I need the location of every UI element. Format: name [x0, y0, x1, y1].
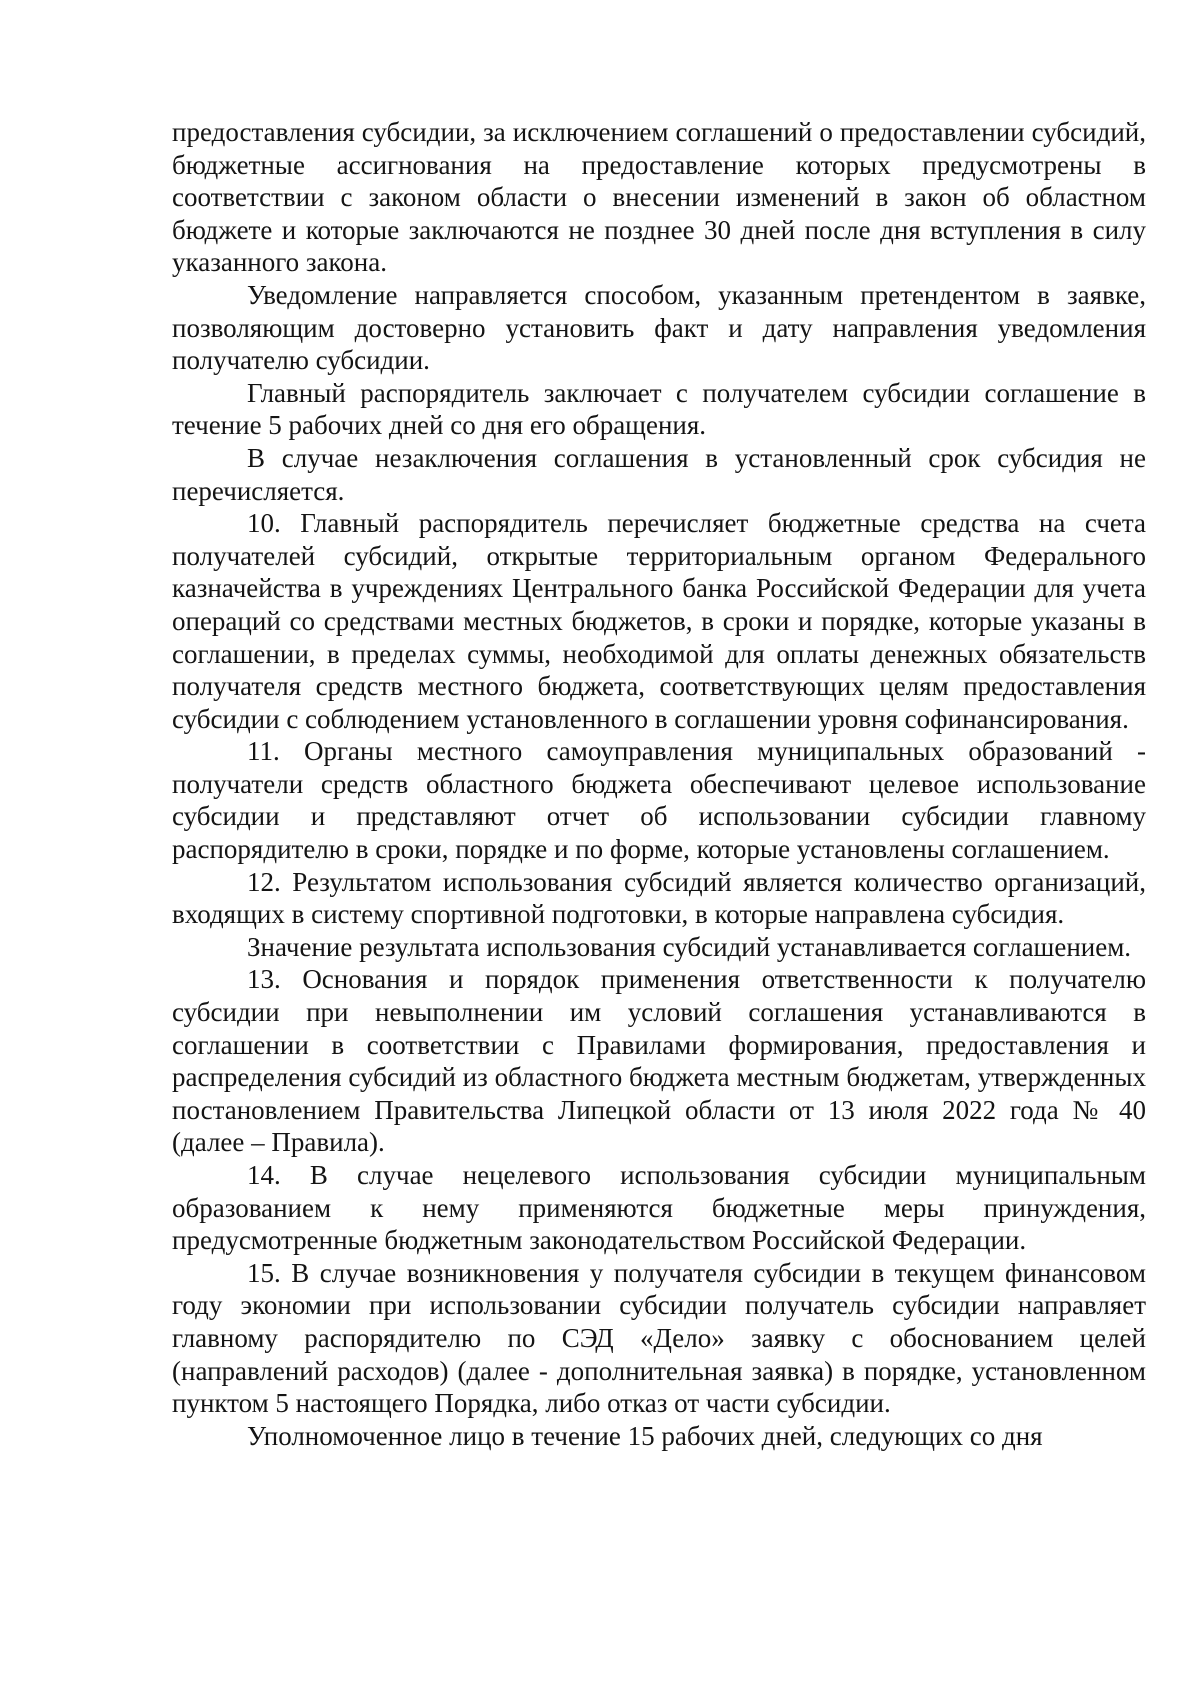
paragraph-result-value: Значение результата использования субсидий устанавливается соглашением. — [247, 931, 1132, 962]
paragraph-subsidy-agreements: предоставления субсидии, за исключением соглашений о предоставлении субсидий, бюджетные ассигнования на предоставление которых предусмотрены в соответствии с законом области о внесении изменений в закон об областном бюджете и которые заключаются не позднее 30 дней после дня вступления в силу указанного закона. — [172, 117, 1146, 278]
paragraph-item-13: 13. Основания и порядок применения ответственности к получателю субсидии при невыполнении им условий соглашения устанавливаются в соглашении в соответствии с Правилами формирования, предоставления и распределения субсидий из областного бюджета местным бюджетам, утвержденных постановлением Правительства Липецкой области от 13 июля 2022 года № 40 (далее – Правила). — [172, 964, 1146, 1158]
paragraph-agreement-conclusion: Главный распорядитель заключает с получателем субсидии соглашение в течение 5 рабочих дней со дня его обращения. — [172, 377, 1146, 441]
paragraph-item-11: 11. Органы местного самоуправления муниципальных образований - получатели средств областного бюджета обеспечивают целевое использование субсидии и представляют отчет об использовании субсидии главному распорядителю в сроки, порядке и по форме, которые установлены соглашением. — [172, 736, 1146, 865]
paragraph-item-14: 14. В случае нецелевого использования субсидии муниципальным образованием к нему применяются бюджетные меры принуждения, предусмотренные бюджетным законодательством Российской Федерации. — [172, 1160, 1146, 1256]
paragraph-authorized-person: Уполномоченное лицо в течение 15 рабочих дней, следующих со дня — [247, 1420, 1043, 1451]
paragraph-item-15: 15. В случае возникновения у получателя субсидии в текущем финансовом году экономии при использовании субсидии получатель субсидии направляет главному распорядителю по СЭД «Дело» заявку с обоснованием целей (направлений расходов) (далее - дополнительная заявка) в порядке, установленном пунктом 5 настоящего Порядка, либо отказ от части субсидии. — [172, 1257, 1146, 1419]
document-body — [172, 116, 1146, 1452]
paragraph-item-12: 12. Результатом использования субсидий является количество организаций, входящих в систему спортивной подготовки, в которые направлена субсидия. — [172, 866, 1146, 930]
paragraph-notification-method: Уведомление направляется способом, указанным претендентом в заявке, позволяющим достоверно установить факт и дату направления уведомления получателю субсидии. — [172, 279, 1146, 376]
paragraph-item-10: 10. Главный распорядитель перечисляет бюджетные средства на счета получателей субсидий, открытые территориальным органом Федерального казначейства в учреждениях Центрального банка Российской Федерации для учета операций со средствами местных бюджетов, в сроки и порядке, которые указаны в соглашении, в пределах суммы, необходимой для оплаты денежных обязательств получателя средств местного бюджета, соответствующих целям предоставления субсидии с соблюдением установленного в соглашении уровня софинансирования. — [172, 508, 1146, 734]
paragraph-non-conclusion: В случае незаключения соглашения в установленный срок субсидия не перечисляется. — [172, 442, 1146, 506]
